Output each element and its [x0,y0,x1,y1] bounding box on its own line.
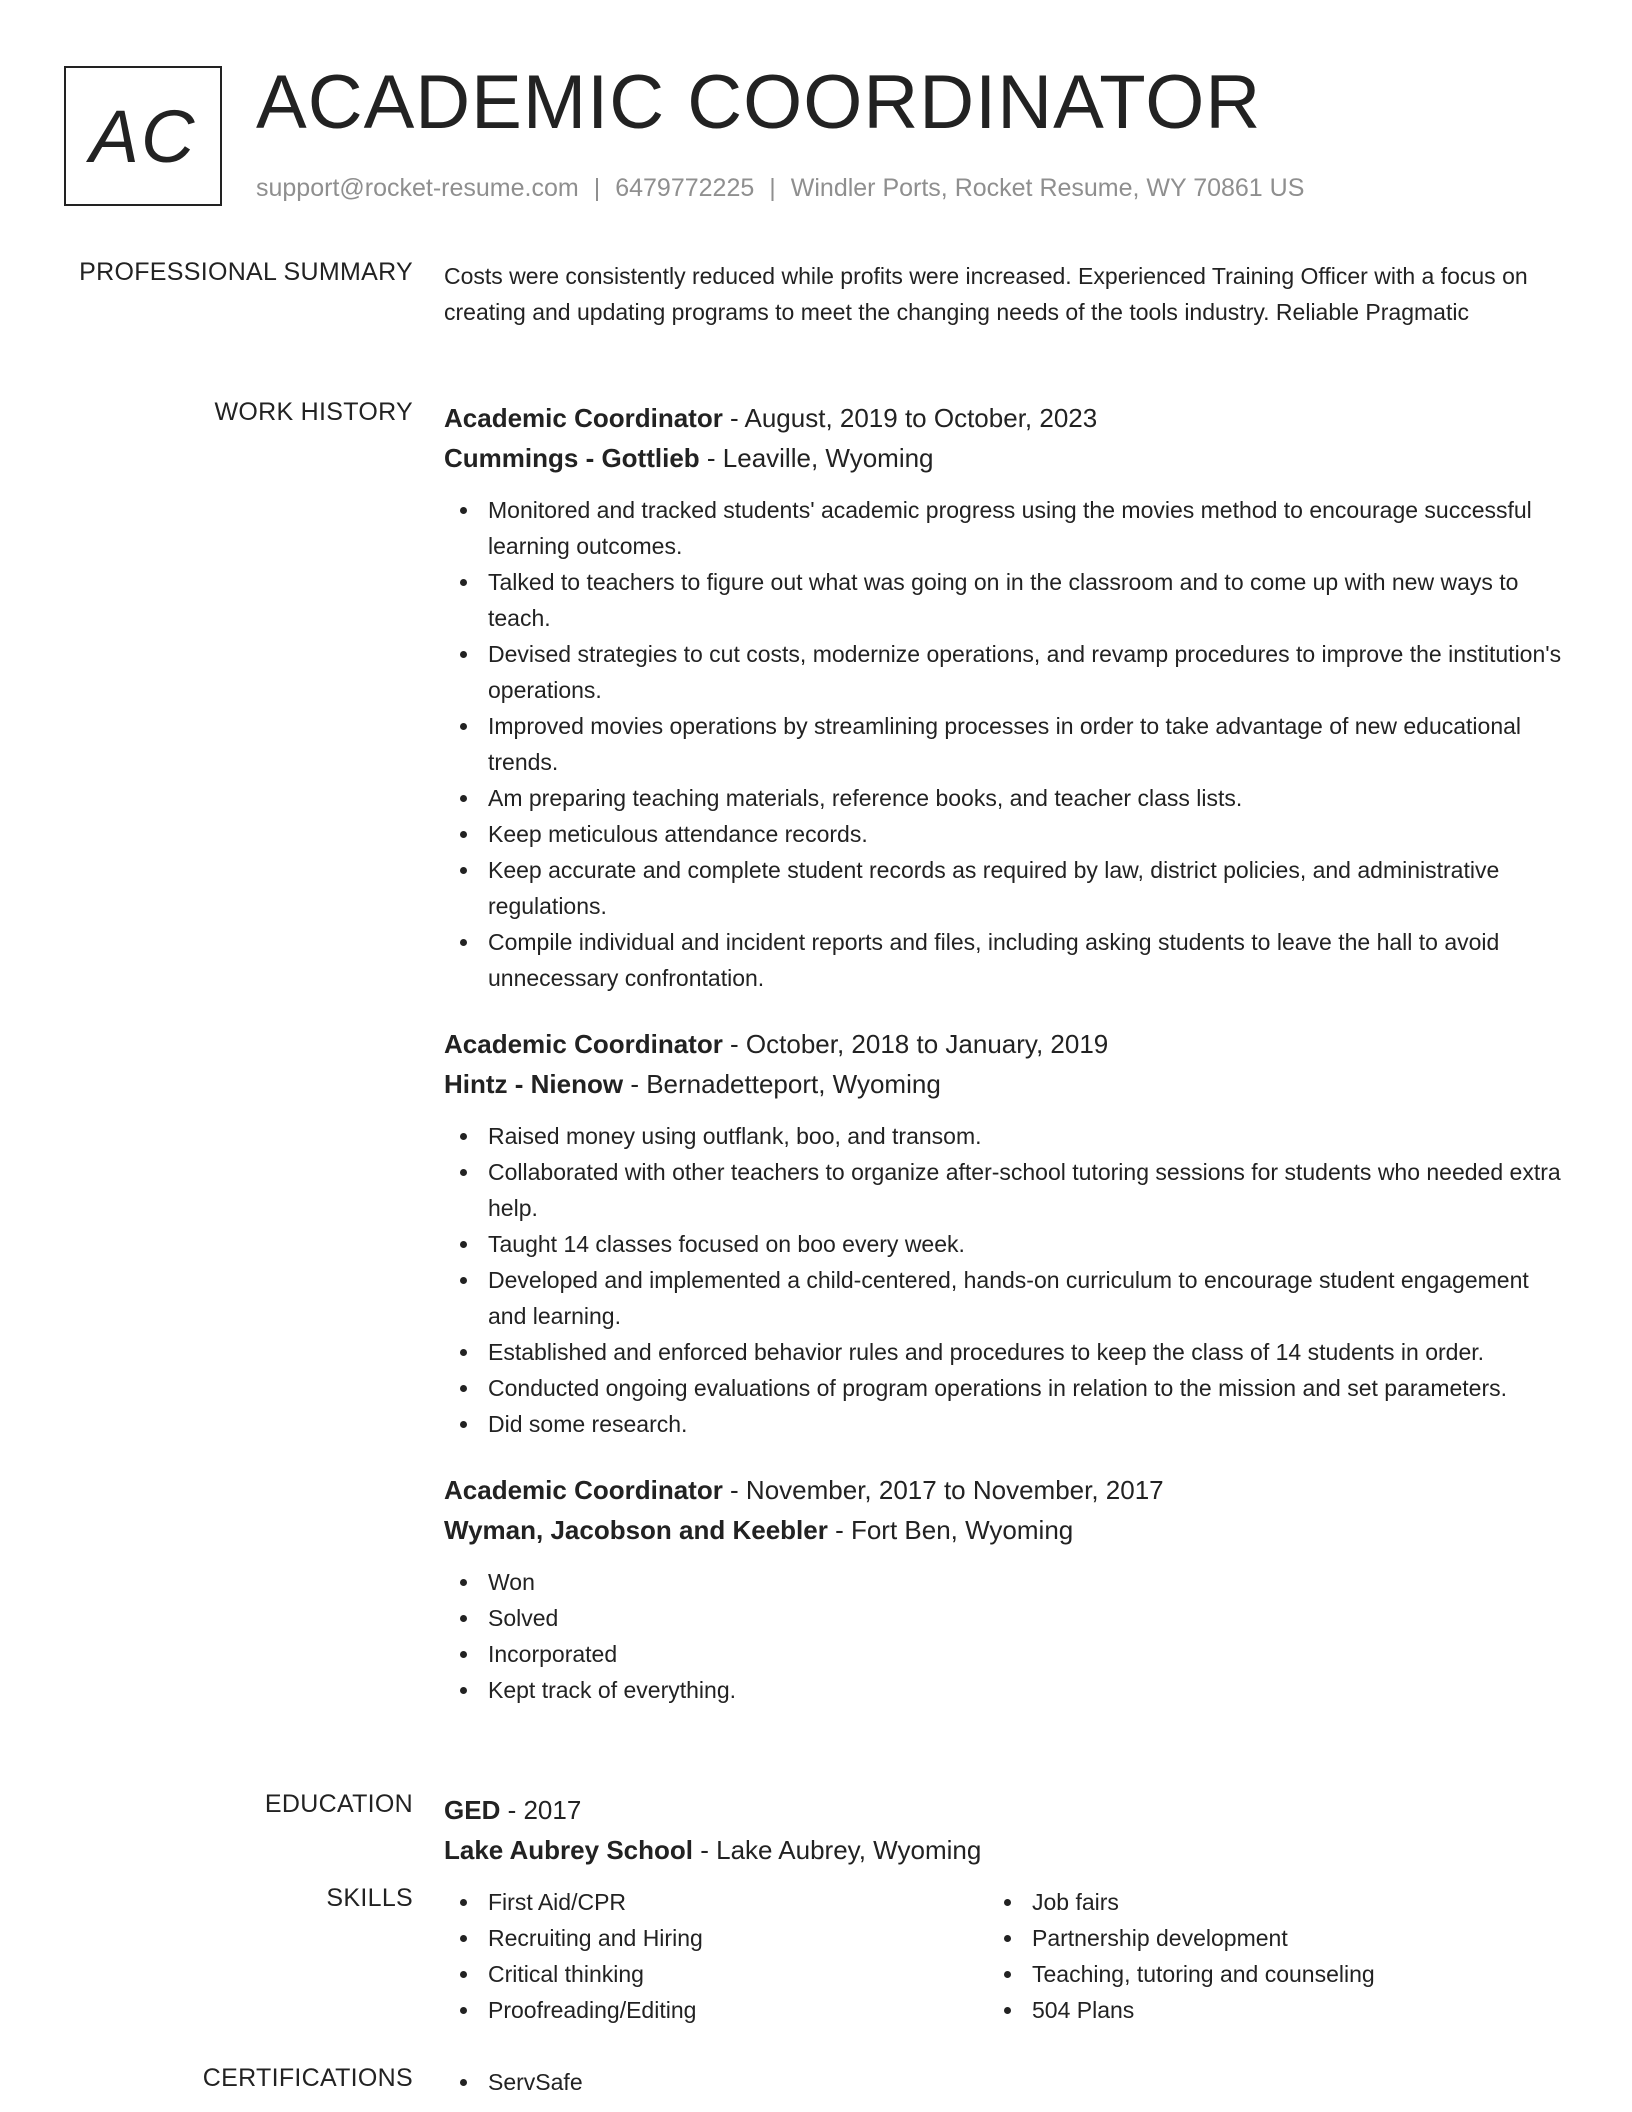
job-bullets [444,1564,1564,1708]
job-dates: - August, 2019 to October, 2023 [722,403,1098,433]
list-item: Monitored and tracked students' academic progress using the movies method to encourage successful learning outcomes. [488,492,1564,564]
list-item: First Aid/CPR [488,1884,988,1920]
list-item: Developed and implemented a child-centered, hands-on curriculum to encourage student engagement and learning. [488,1262,1564,1334]
education-body [444,1790,1564,1870]
job-title: Academic Coordinator [444,1475,723,1505]
skills-list-right [988,1884,1532,2028]
list-item: Improved movies operations by streamlining processes in order to take advantage of new educational trends. [488,708,1564,780]
list-item: Raised money using outflank, boo, and transom. [488,1118,1564,1154]
job-bullets [444,492,1564,996]
skills-body [444,1884,1564,2028]
list-item: Established and enforced behavior rules and procedures to keep the class of 14 students in order. [488,1334,1564,1370]
job-dates: - November, 2017 to November, 2017 [722,1475,1164,1505]
list-item: Devised strategies to cut costs, modernize operations, and revamp procedures to improve the institution's operations. [488,636,1564,708]
list-item: Collaborated with other teachers to organize after-school tutoring sessions for students who needed extra help. [488,1154,1564,1226]
job-entry [444,398,1564,996]
job-title: Academic Coordinator [444,1029,723,1059]
degree: GED [444,1795,501,1825]
job-title: Academic Coordinator [444,403,723,433]
job-location: - Fort Ben, Wyoming [827,1515,1074,1545]
job-title-line [444,1024,1564,1064]
list-item: Solved [488,1600,1564,1636]
section-label: SKILLS [326,1884,413,1912]
skills-list-left [444,1884,988,2028]
contact-line [256,174,1304,203]
section-label: CERTIFICATIONS [202,2064,413,2092]
list-item: Am preparing teaching materials, reference books, and teacher class lists. [488,780,1564,816]
job-title-line [444,398,1564,438]
school-line [444,1830,1564,1870]
contact-phone: 6479772225 [615,174,755,202]
job-company: Cummings - Gottlieb [444,443,700,473]
section-label: WORK HISTORY [214,398,413,426]
certifications-body [444,2064,1564,2100]
work-history-body [444,398,1564,1708]
job-company-line [444,438,1564,478]
list-item: Incorporated [488,1636,1564,1672]
list-item: Conducted ongoing evaluations of program operations in relation to the mission and set parameters. [488,1370,1564,1406]
job-bullets [444,1118,1564,1442]
section-label: EDUCATION [264,1790,413,1818]
contact-address: Windler Ports, Rocket Resume, WY 70861 US [790,174,1305,202]
job-title-line [444,1470,1564,1510]
list-item: Keep accurate and complete student records as required by law, district policies, and administrative regulations. [488,852,1564,924]
list-item: Compile individual and incident reports and files, including asking students to leave the hall to avoid unnecessary confrontation. [488,924,1564,996]
list-item: Partnership development [1032,1920,1532,1956]
job-location: - Bernadetteport, Wyoming [623,1069,941,1099]
monogram-text: AC [89,94,197,178]
list-item: Talked to teachers to figure out what was going on in the classroom and to come up with new ways to teach. [488,564,1564,636]
list-item: Critical thinking [488,1956,988,1992]
degree-year: - 2017 [500,1795,582,1825]
list-item: ServSafe [488,2064,1564,2100]
monogram-logo [64,66,222,206]
list-item: Taught 14 classes focused on boo every week. [488,1226,1564,1262]
resume-name: ACADEMIC COORDINATOR [256,60,1262,145]
school-location: - Lake Aubrey, Wyoming [693,1835,982,1865]
job-entry [444,1024,1564,1442]
job-dates: - October, 2018 to January, 2019 [722,1029,1109,1059]
list-item: Kept track of everything. [488,1672,1564,1708]
contact-separator: | [769,174,776,202]
degree-line [444,1790,1564,1830]
list-item: Keep meticulous attendance records. [488,816,1564,852]
school: Lake Aubrey School [444,1835,693,1865]
list-item: Teaching, tutoring and counseling [1032,1956,1532,1992]
job-location: - Leaville, Wyoming [699,443,934,473]
certifications-list [444,2064,1564,2100]
list-item: Proofreading/Editing [488,1992,988,2028]
job-company-line [444,1510,1564,1550]
contact-email: support@rocket-resume.com [256,174,579,202]
job-company: Hintz - Nienow [444,1069,624,1099]
summary-text: Costs were consistently reduced while profits were increased. Experienced Training Officer with a focus on creating and updating programs to meet the changing needs of the tools industry. Reliable Pragmatic [444,263,1528,325]
job-company: Wyman, Jacobson and Keebler [444,1515,828,1545]
contact-separator: | [593,174,601,202]
list-item: Won [488,1564,1564,1600]
section-label: PROFESSIONAL SUMMARY [79,258,413,286]
list-item: Job fairs [1032,1884,1532,1920]
list-item: 504 Plans [1032,1992,1532,2028]
job-company-line [444,1064,1564,1104]
job-entry [444,1470,1564,1708]
list-item: Did some research. [488,1406,1564,1442]
list-item: Recruiting and Hiring [488,1920,988,1956]
